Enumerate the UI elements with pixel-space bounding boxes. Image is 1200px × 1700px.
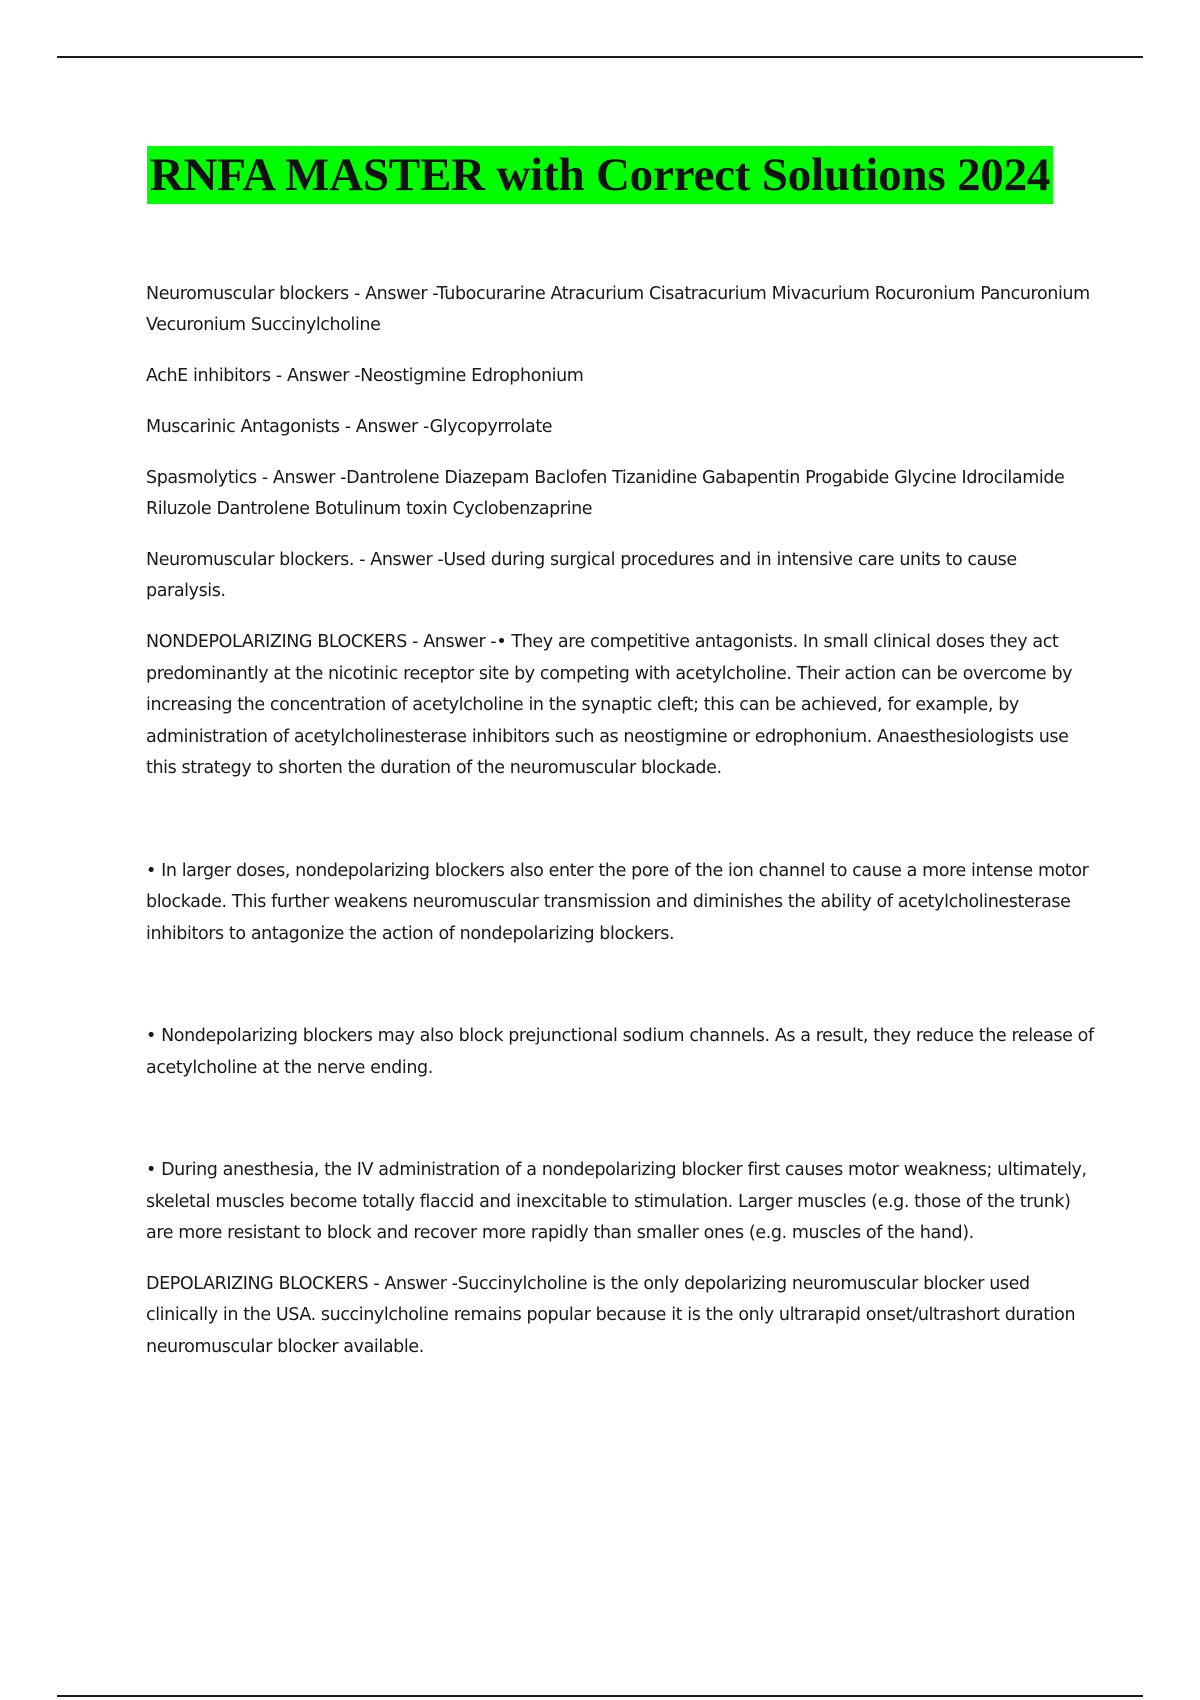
qa-entry-muscarinic-antagonists: Muscarinic Antagonists - Answer -Glycopyrrolate (146, 417, 553, 437)
qa-entry-ache-inhibitors: AchE inhibitors - Answer -Neostigmine Edrophonium (146, 366, 584, 386)
spacer (146, 1084, 1096, 1155)
nondepolarizing-bullet-anesthesia: • During anesthesia, the IV administration of a nondepolarizing blocker first causes motor weakness; ultimately, skeletal muscles become totally flaccid and inexcitable to stimulation. Larger muscles (e.g. those of the trunk) are more resistant to block and recover more rapidly than smaller ones (e.g. muscles of the hand). (146, 1160, 1087, 1243)
nondepolarizing-intro: NONDEPOLARIZING BLOCKERS - Answer -• They are competitive antagonists. In small clinical doses they act predominantly at the nicotinic receptor site by competing with acetylcholine. Their action can be overcome by increasing the concentration of acetylcholine in the synaptic cleft; this can be achieved, for example, by administration of acetylcholinesterase inhibitors such as neostigmine or edrophonium. Anaesthesiologists use this strategy to shorten the duration of the neuromuscular blockade. (146, 632, 1073, 778)
qa-entry-neuromuscular-blockers: Neuromuscular blockers - Answer -Tubocurarine Atracurium Cisatracurium Mivacurium Rocuronium Pancuronium Vecuronium Succinylcholine (146, 284, 1090, 335)
spacer (146, 1250, 1096, 1269)
top-rule (57, 56, 1143, 58)
nondepolarizing-bullet-sodium-channels: • Nondepolarizing blockers may also block prejunctional sodium channels. As a result, they reduce the release of acetylcholine at the nerve ending. (146, 1026, 1094, 1078)
qa-entry-spasmolytics: Spasmolytics - Answer -Dantrolene Diazepam Baclofen Tizanidine Gabapentin Progabide Glycine Idrocilamide Riluzole Dantrolene Botulinum toxin Cyclobenzaprine (146, 468, 1065, 519)
qa-entry-neuromuscular-blockers-use: Neuromuscular blockers. - Answer -Used during surgical procedures and in intensive care units to cause paralysis. (146, 550, 1017, 601)
spacer (146, 950, 1096, 1021)
bottom-rule (57, 1695, 1143, 1697)
page-title: RNFA MASTER with Correct Solutions 2024 (147, 146, 1053, 204)
qa-entry-depolarizing-blockers: DEPOLARIZING BLOCKERS - Answer -Succinylcholine is the only depolarizing neuromuscular blocker used clinically in the USA. succinylcholine remains popular because it is the only ultrarapid onset/ultrashort duration neuromuscular blocker available. (146, 1273, 1076, 1357)
title-container (0, 146, 1200, 204)
document-body (146, 279, 1096, 1363)
spacer (146, 785, 1096, 856)
nondepolarizing-bullet-larger-doses: • In larger doses, nondepolarizing blockers also enter the pore of the ion channel to cause a more intense motor blockade. This further weakens neuromuscular transmission and diminishes the ability of acetylcholinesterase inhibitors to antagonize the action of nondepolarizing blockers. (146, 860, 1089, 944)
